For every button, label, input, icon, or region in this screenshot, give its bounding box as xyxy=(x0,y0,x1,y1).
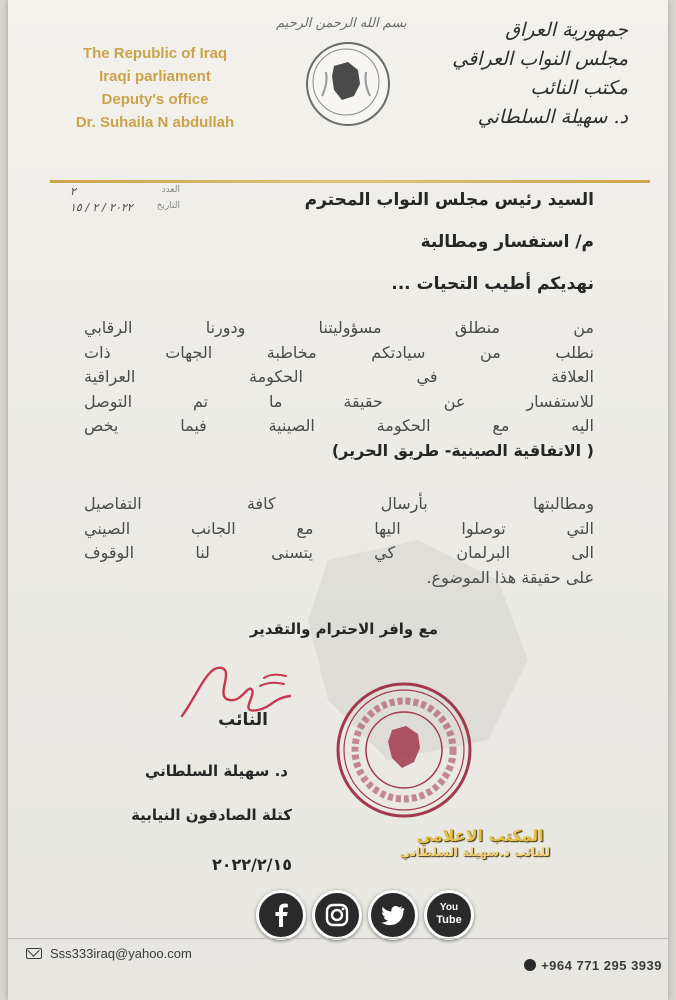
letterhead-line: جمهورية العراق xyxy=(505,19,628,41)
letterhead-line: د. سهيلة السلطاني xyxy=(477,106,628,128)
reference-number-label: العدد xyxy=(161,185,180,195)
body-line: اليه مع الحكومة الصينية فيما يخص xyxy=(84,416,594,435)
media-office-subtitle: للنائب د.سهيلة السلطاني xyxy=(399,845,550,859)
footer-email[interactable] xyxy=(26,946,192,961)
social-links xyxy=(256,890,476,944)
signatory-title: النائب xyxy=(218,710,268,730)
subject-line: م/ استفسار ومطالبة xyxy=(420,232,594,252)
parliament-emblem xyxy=(306,42,390,126)
iraq-map-emblem-icon xyxy=(308,44,384,120)
signatory-name: د. سهيلة السلطاني xyxy=(144,762,288,780)
addressee: السيد رئيس مجلس النواب المحترم xyxy=(304,190,594,210)
email-address: Sss333iraq@yahoo.com xyxy=(50,946,192,961)
body-line: من منطلق مسؤوليتنا ودورنا الرقابي xyxy=(84,318,594,337)
reference-number: ٢ xyxy=(70,185,76,198)
twitter-icon[interactable] xyxy=(368,890,418,940)
arabic-letterhead xyxy=(452,16,628,132)
email-icon xyxy=(26,948,42,959)
body-paragraph-2 xyxy=(84,492,594,590)
body-line: نطلب من سيادتكم مخاطبة الجهات ذات xyxy=(84,342,594,362)
footer-phone[interactable] xyxy=(524,958,662,973)
instagram-icon[interactable] xyxy=(312,890,362,940)
agreement-title: ( الاتفاقية الصينية- طريق الحرير) xyxy=(331,440,594,460)
header-divider xyxy=(50,180,650,183)
letterhead-line: Dr. Suhaila N abdullah xyxy=(75,114,235,131)
greeting: نهديكم أطيب التحيات ... xyxy=(391,274,594,294)
youtube-label-top: You xyxy=(439,902,459,913)
letterhead-line: مجلس النواب العراقي xyxy=(452,48,628,70)
letterhead-line: The Republic of Iraq xyxy=(82,45,228,62)
reference-date-label: التاريخ xyxy=(156,201,180,211)
official-stamp xyxy=(334,680,474,820)
body-line: ومطالبتها بأرسال كافة التفاصيل xyxy=(84,494,594,513)
letterhead-line: Iraqi parliament xyxy=(99,68,211,85)
parliamentary-bloc: كتلة الصادقون النيابية xyxy=(131,806,292,824)
letterhead-line: Deputy's office xyxy=(101,91,209,108)
closing-line: مع وافر الاحترام والتقدير xyxy=(249,620,438,638)
reference-date: ٢٠٢٢ / ٢ / ١٥ xyxy=(70,201,133,214)
letterhead-line: مكتب النائب xyxy=(530,77,628,99)
body-line: التي توصلوا اليها مع الجانب الصيني xyxy=(84,518,594,538)
top-script: بسم الله الرحمن الرحيم xyxy=(276,16,407,31)
body-paragraph-1 xyxy=(84,316,594,463)
facebook-icon[interactable] xyxy=(256,890,306,940)
reference-box xyxy=(70,185,180,217)
letter-page xyxy=(8,0,668,1000)
media-office-caption xyxy=(399,826,550,859)
phone-number: +964 771 295 3939 xyxy=(541,958,662,973)
youtube-label-bottom: Tube xyxy=(436,914,462,926)
body-line: الى البرلمان كي يتسنى لنا الوقوف xyxy=(84,543,594,562)
body-line: على حقيقة هذا الموضوع. xyxy=(426,567,594,587)
body-line: للاستفسار عن حقيقة ما تم التوصل xyxy=(84,391,594,411)
body-line: العلاقة في الحكومة العراقية xyxy=(84,367,594,386)
media-office-title: المكتب الاعلامي xyxy=(416,826,544,845)
footer-divider xyxy=(8,938,668,939)
signature-date: ٢٠٢٢/٢/١٥ xyxy=(211,855,292,874)
youtube-icon[interactable] xyxy=(424,890,474,940)
english-letterhead xyxy=(50,42,260,134)
whatsapp-icon xyxy=(524,959,536,971)
